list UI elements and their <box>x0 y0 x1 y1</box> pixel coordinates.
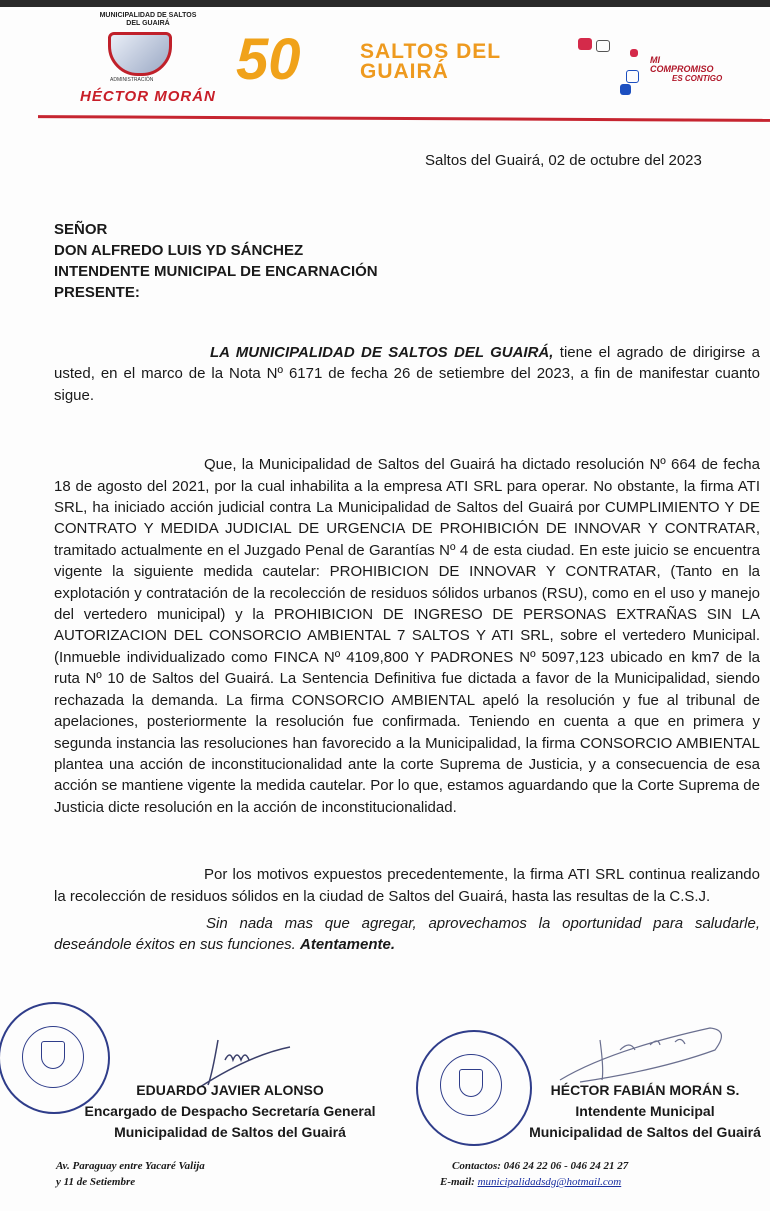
header-divider <box>38 115 770 122</box>
social-icon <box>578 38 592 50</box>
signatory-name: HÉCTOR FABIÁN MORÁN S. <box>550 1082 740 1098</box>
addressee-line: DON ALFREDO LUIS YD SÁNCHEZ <box>54 242 304 259</box>
email-link[interactable]: municipalidadsdg@hotmail.com <box>477 1176 622 1188</box>
city-line-1: SALTOS DEL <box>360 40 502 63</box>
social-icon <box>630 49 638 57</box>
conclusion-paragraph: Por los motivos expuestos precedentemente, la firma ATI SRL continua realizando la recolección de residuos sólidos en la ciudad de Saltos del Guairá, hasta las resultas de la C.S.J. <box>54 866 760 905</box>
addressee-block <box>54 219 378 303</box>
address-line: y 11 de Setiembre <box>56 1176 136 1188</box>
slogan-line: COMPROMISO <box>650 64 714 74</box>
slogan-logo <box>650 56 722 83</box>
slogan-line: ES CONTIGO <box>672 74 723 83</box>
email-label: E-mail: <box>440 1176 478 1188</box>
signatory-org: Municipalidad de Saltos del Guairá <box>114 1124 346 1140</box>
closing-paragraph <box>54 913 760 956</box>
footer-contacts <box>440 1158 628 1190</box>
anniversary-50-logo: 50 <box>236 27 301 92</box>
letter-body <box>54 342 760 956</box>
admin-name-logo: HÉCTOR MORÁN <box>80 88 216 105</box>
social-icon <box>626 70 639 83</box>
addressee-line: PRESENTE: <box>54 284 140 301</box>
city-logo-text <box>360 42 501 82</box>
signatory-org: Municipalidad de Saltos del Guairá <box>529 1124 761 1140</box>
addressee-line: INTENDENTE MUNICIPAL DE ENCARNACIÓN <box>54 263 378 280</box>
city-line-2: GUAIRÁ <box>360 60 449 83</box>
signatory-name: EDUARDO JAVIER ALONSO <box>136 1082 324 1098</box>
social-icon <box>620 84 631 95</box>
intro-text: tiene el agrado de dirigirse a usted, en el marco de la Nota Nº 6171 de fecha 26 de setiembre del 2023, a fin de manifestar cuanto sigue. <box>54 344 760 404</box>
address-line: Av. Paraguay entre Yacaré Valija <box>56 1160 205 1172</box>
letter-date: Saltos del Guairá, 02 de octubre del 2023 <box>425 152 702 169</box>
contact-phones: Contactos: 046 24 22 06 - 046 24 21 27 <box>452 1160 629 1172</box>
signatory-title: Encargado de Despacho Secretaría General <box>84 1103 376 1119</box>
main-paragraph: Que, la Municipalidad de Saltos del Guairá ha dictado resolución Nº 664 de fecha 18 de agosto del 2021, por la cual inhabilita a la empresa ATI SRL para operar. No obstante, la firma ATI SRL, ha iniciado acción judicial contra La Municipalidad de Saltos del Guairá por CUMPLIMIENTO Y DE CONTRATO Y MEDIDA JUDICIAL DE URGENCIA DE PROHIBICIÓN DE INNOVAR Y CONTRATAR, tramitado actualmente en el Juzgado Penal de Garantías Nº 4 de esta ciudad. En este juicio se encuentra vigente la siguiente medida cautelar: PROHIBICION DE INNOVAR Y CONTRATAR, (Tanto en la explotación y contratación de la recolección de residuos sólidos urbanos (RSU), como en el uso y manejo del vertedero municipal) y la PROHIBICION DE INGRESO DE PERSONAS EXTRAÑAS SIN LA AUTORIZACION DEL CONSORCIO AMBIENTAL 7 SALTOS Y ATI SRL, sobre el vertedero Municipal. (Inmueble individualizado como FINCA Nº 4109,800 Y PADRONES Nº 5097,123 ubicado en km7 de la ruta Nº 10 de Saltos del Guairá. La Sentencia Definitiva fue dictada a favor de la Municipalidad, siendo rechazada la demanda. La firma CONSORCIO AMBIENTAL apeló la resolución y fue al tribunal de apelaciones, posteriormente la resolución fue confirmada. Teniendo en cuenta a que en primera y segunda instancia las resoluciones han favorecido a la Municipalidad, la firma CONSORCIO AMBIENTAL plantea una acción de inconstitucionalidad ante la corte Suprema de Justicia, y a consecuencia de esa acción se mantiene vigente la medida cautelar. Por lo que, estamos aguardando que la Corte Suprema de Justicia dicte resolución en la acción de inconstitucionalidad. <box>54 456 760 816</box>
social-icon <box>596 40 610 52</box>
signatory-2 <box>490 1080 770 1143</box>
signatory-title: Intendente Municipal <box>575 1103 715 1119</box>
top-bar <box>0 0 770 7</box>
footer-address <box>56 1158 205 1190</box>
closing-text: Sin nada mas que agregar, aprovechamos la oportunidad para saludarle, deseándole éxitos en sus funciones. <box>54 914 760 954</box>
slogan-line: MI <box>650 55 660 65</box>
municipal-shield-logo <box>108 32 172 76</box>
sender-name: LA MUNICIPALIDAD DE SALTOS DEL GUAIRÁ, <box>210 344 554 361</box>
closing-salutation: Atentamente. <box>300 936 396 954</box>
intro-paragraph <box>54 342 760 406</box>
crest-title: MUNICIPALIDAD DE SALTOS DEL GUAIRÁ <box>99 12 197 27</box>
signatory-1 <box>60 1080 400 1143</box>
admin-label: ADMINISTRACIÓN <box>110 77 154 83</box>
addressee-line: SEÑOR <box>54 221 108 238</box>
